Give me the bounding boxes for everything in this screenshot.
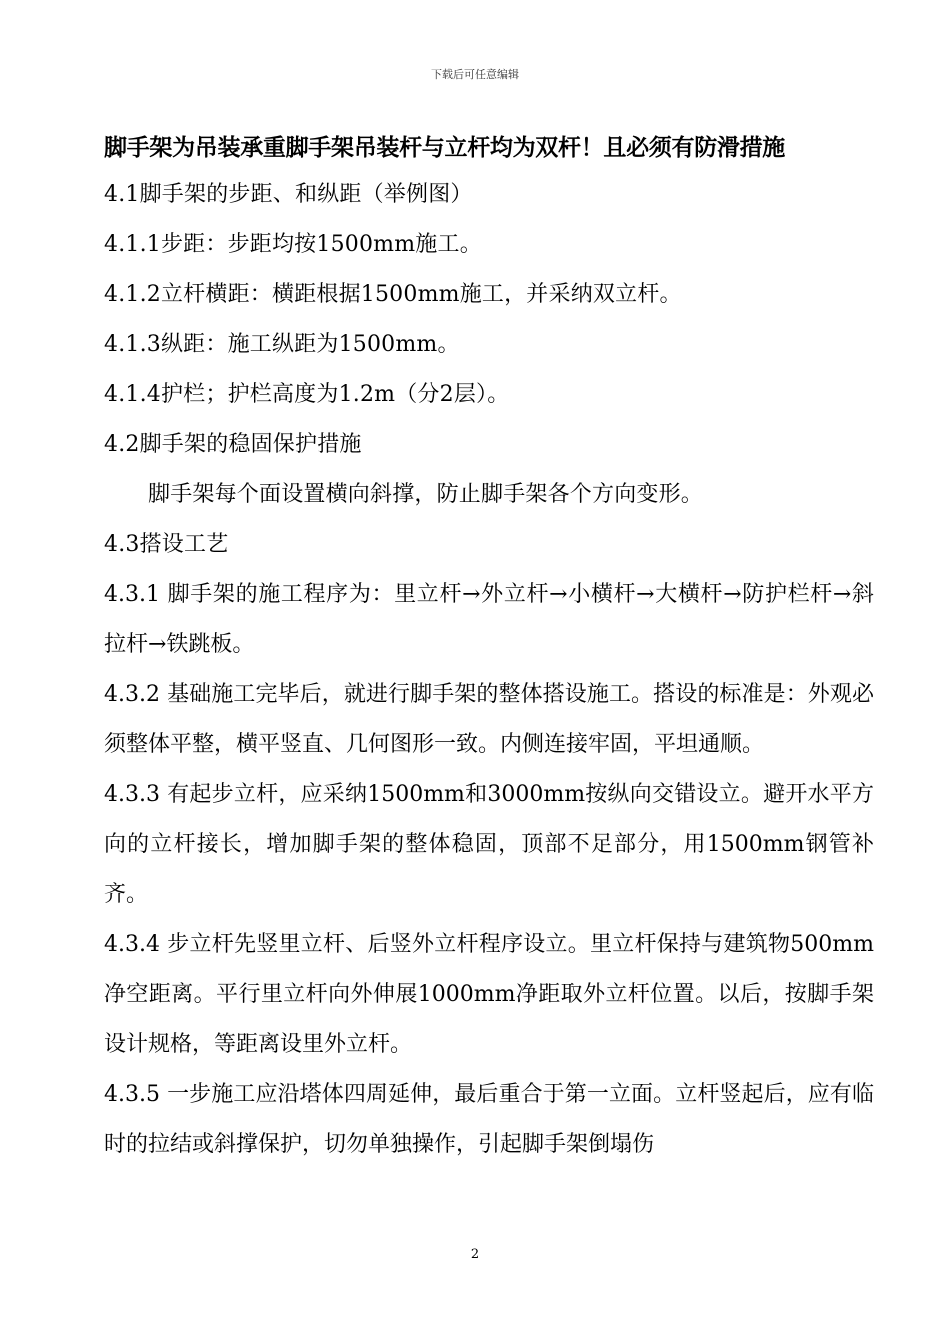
heading-4-1: 4.1脚手架的步距、和纵距（举例图） — [104, 182, 473, 207]
item-4-3-4: 4.3.4 步立杆先竖里立杆、后竖外立杆程序设立。里立杆保持与建筑物500mm净空距离。平行里立杆向外伸展1000mm净距取外立杆位置。以后，按脚手架设计规格，等距离设里外立杆。 — [104, 932, 874, 1057]
page-number: 2 — [470, 1247, 480, 1262]
item-4-3-3: 4.3.3 有起步立杆，应采纳1500mm和3000mm按纵向交错设立。避开水平方向的立杆接长，增加脚手架的整体稳固，顶部不足部分，用1500mm钢管补齐。 — [104, 782, 874, 907]
heading-4-2: 4.2脚手架的稳固保护措施 — [104, 432, 362, 457]
paragraph-4-2: 脚手架每个面设置横向斜撑，防止脚手架各个方向变形。 — [148, 482, 704, 507]
item-4-1-2: 4.1.2立杆横距：横距根据1500mm施工，并采纳双立杆。 — [104, 282, 682, 307]
item-4-1-3: 4.1.3纵距：施工纵距为1500mm。 — [104, 332, 460, 357]
heading-4-3: 4.3搭设工艺 — [104, 532, 229, 557]
item-4-3-5: 4.3.5 一步施工应沿塔体四周延伸，最后重合于第一立面。立杆竖起后，应有临时的拉结或斜撑保护，切勿单独操作，引起脚手架倒塌伤 — [104, 1082, 874, 1157]
item-4-1-1: 4.1.1步距：步距均按1500mm施工。 — [104, 232, 482, 257]
page-header: 下载后可任意编辑 — [431, 68, 519, 81]
section-title: 脚手架为吊装承重脚手架吊装杆与立杆均为双杆！且必须有防滑措施 — [104, 134, 786, 161]
document-body — [104, 130, 874, 1170]
item-4-3-1: 4.3.1 脚手架的施工程序为：里立杆→外立杆→小横杆→大横杆→防护栏杆→斜拉杆→铁跳板。 — [104, 582, 874, 657]
item-4-1-4: 4.1.4护栏；护栏高度为1.2m（分2层）。 — [104, 382, 510, 407]
item-4-3-2: 4.3.2 基础施工完毕后，就进行脚手架的整体搭设施工。搭设的标准是：外观必须整体平整，横平竖直、几何图形一致。内侧连接牢固，平坦通顺。 — [104, 682, 874, 757]
